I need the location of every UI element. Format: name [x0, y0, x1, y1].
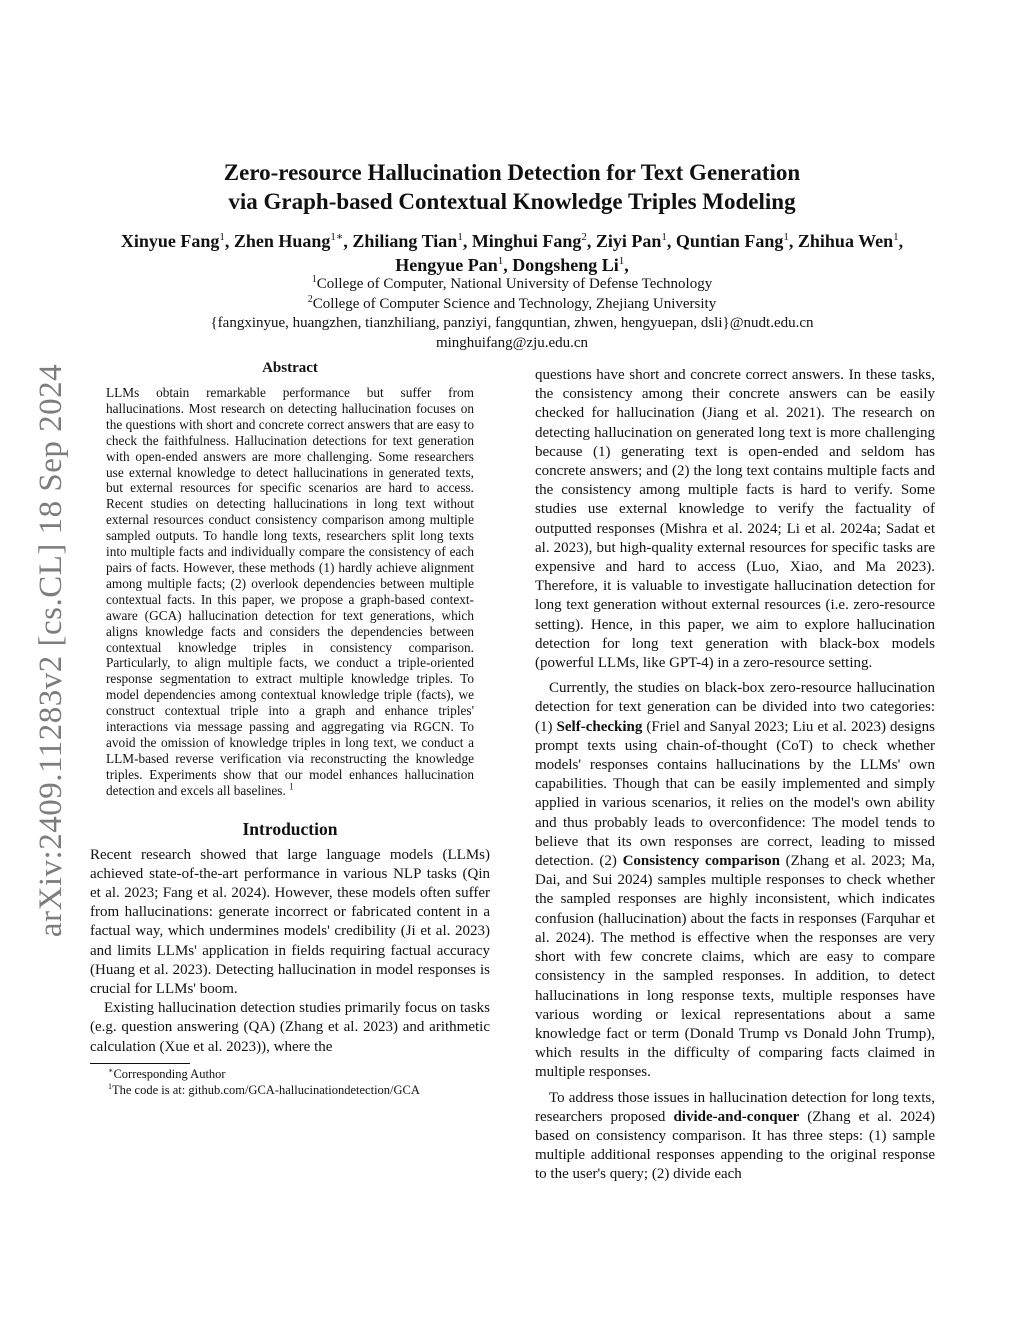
author-name: Xinyue Fang — [120, 231, 220, 251]
affiliation-text: College of Computer, National University of Defense Technology — [316, 276, 713, 292]
author-affil-mark: 2 — [581, 231, 587, 243]
author-name: , Minghui Fang — [462, 231, 582, 251]
arxiv-identifier: arXiv:2409.11283v2 [cs.CL] 18 Sep 2024 — [33, 363, 70, 937]
footnote-rule — [90, 1063, 190, 1064]
author-name: , Zhiliang Tian — [343, 231, 458, 251]
author-affil-mark: 1∗ — [330, 231, 344, 243]
intro-paragraph-2: Existing hallucination detection studies primarily focus on tasks (e.g. question answering (QA) (Zhang et al. 2023) and arithmetic calculation (Xue et al. 2023)), where the — [90, 1000, 490, 1055]
body-paragraph-continued: questions have short and concrete correct answers. In these tasks, the consistency among their concrete answers can be easily checked for hallucination (Jiang et al. 2021). The research on detecting hallucination on generated long text is more challenging because (1) generating text is open-ended and seldom has concrete answers; and (2) the long text contains multiple facts and the consistency among multiple facts is hard to verify. Some studies use external knowledge to verify the factuality of outputted responses (Mishra et al. 2024; Li et al. 2024a; Sadat et al. 2023), but high-quality external resources for specific tasks are expensive and hard to access (Luo, Xiao, and Ma 2023). Therefore, it is valuable to investigate hallucination detection for long text generation without external resources (i.e. zero-resource setting). Hence, in this paper, we aim to explore hallucination detection for long text generation with black-box models (powerful LLMs, like GPT-4) in a zero-resource setting. — [535, 367, 935, 672]
author-affil-mark: 1 — [661, 231, 667, 243]
author-affil-mark: 1 — [893, 231, 899, 243]
author-name: , Ziyi Pan — [586, 231, 662, 251]
title-line-2: via Graph-based Contextual Knowledge Triples Modeling — [228, 189, 796, 214]
email-nudt: {fangxinyue, huangzhen, tianzhiliang, panziyi, fangquntian, zhwen, hengyuepan, dsli}@nudt.edu.cn — [210, 315, 814, 331]
abstract-footnote-mark: 1 — [289, 781, 294, 792]
author-affil-mark: 1 — [618, 255, 625, 267]
body-paragraph-categories — [535, 679, 935, 1082]
affiliation-mark: 1 — [311, 274, 317, 285]
author-list — [90, 229, 934, 277]
author-affil-mark: 1 — [457, 231, 463, 243]
affiliation-1 — [90, 275, 934, 295]
author-name: , Hengyue Pan — [395, 231, 904, 275]
intro-paragraph-1: Recent research showed that large language models (LLMs) achieved state-of-the-art performance in various NLP tasks (Qin et al. 2023; Fang et al. 2024). However, these models often suffer from hallucinations: generate incorrect or fabricated content in a factual way, which undermines models' credibility (Ji et al. 2023) and limits LLMs' application in fields requiring factual accuracy (Huang et al. 2023). Detecting hallucination in model responses is crucial for LLMs' boom. — [90, 846, 490, 997]
text-run: Currently, the studies on black-box zero-resource hallucination detection for text generation can be divided into two categories: (1) — [535, 680, 935, 735]
text-run: (Zhang et al. 2024) based on consistency comparison. It has three steps: (1) sample multiple additional responses appending to the original response to the user's query; (2) divide each — [535, 1108, 935, 1183]
footnote-mark: ∗ — [108, 1065, 114, 1075]
email-zju: minghuifang@zju.edu.cn — [435, 334, 589, 351]
title-line-1: Zero-resource Hallucination Detection for Text Generation — [223, 160, 801, 185]
term-divide-and-conquer: divide-and-conquer — [673, 1108, 800, 1125]
paper-title — [90, 158, 934, 216]
author-name: , Zhihua Wen — [788, 231, 894, 251]
author-name: , Dongsheng Li — [503, 255, 619, 275]
abstract-text: LLMs obtain remarkable performance but suffer from hallucinations. Most research on detecting hallucination focuses on the questions with short and concrete correct answers that are easy to check the faithfulness. Hallucination detections for text generation with open-ended answers are more challenging. Some researchers use external knowledge to detect hallucinations in generated texts, but external resources for specific scenarios are hard to access. Recent studies on detecting hallucinations in long text without external resources conduct consistency comparison among multiple sampled outputs. To handle long texts, researchers split long texts into multiple facts and individually compare the consistency of each pairs of facts. However, these methods (1) hardly achieve alignment among multiple facts; (2) overlook dependencies between multiple contextual facts. In this paper, we propose a graph-based context-aware (GCA) hallucination detection for text generations, which aligns knowledge facts and considers the dependencies between contextual knowledge triples in consistency comparison. Particularly, to align multiple facts, we conduct a triple-oriented response segmentation to extract multiple knowledge triples. To model dependencies among contextual knowledge triple (facts), we construct contextual triple into a graph and enhance triples' interactions via message passing and aggregating via RGCN. To avoid the omission of knowledge triples in long text, we conduct a LLM-based reverse verification via reconstructing the knowledge triples. Experiments show that our model enhances hallucination detection and excels all baselines. — [106, 385, 474, 798]
author-name: , Quntian Fang — [666, 231, 784, 251]
author-name: , Zhen Huang — [224, 231, 331, 251]
left-column — [90, 360, 490, 1098]
body-paragraph-divide-conquer — [535, 1089, 935, 1185]
author-list-tail: , — [624, 255, 629, 275]
right-column — [535, 366, 935, 1185]
affiliation-mark: 2 — [307, 293, 313, 305]
author-affil-mark: 1 — [783, 231, 789, 243]
term-consistency-comparison: Consistency comparison — [622, 853, 780, 870]
introduction-heading: Introduction — [242, 818, 338, 839]
text-run: (Friel and Sanyal 2023; Liu et al. 2023) designs prompt texts using chain-of-thought (CoT) to check whether models' responses contains hallucinations by the LLMs' own capabilities. Though that can be easily implemented and simply applied in various scenarios, it relies on the model's own ability and thus probably leads to overconfidence: The model tends to believe that its own responses are correct, leading to missed detection. (2) — [535, 718, 935, 870]
affiliation-2 — [90, 295, 934, 315]
text-run: (Zhang et al. 2023; Ma, Dai, and Sui 2024) samples multiple responses to check whether the sampled responses are highly inconsistent, which indicates confusion (hallucination) about the facts in responses (Farquhar et al. 2024). The method is effective when the responses are very short with few concrete claims, which are easy to compare consistency in the sampled responses. In addition, to detect hallucinations in long response texts, multiple responses have various wording or lexical representations about a same knowledge fact or term (Donald Trump vs Donald John Trump), which results in the difficulty of comparing facts claimed in multiple responses. — [535, 853, 935, 1081]
abstract-body — [106, 385, 474, 799]
footnote-corresponding — [108, 1066, 490, 1082]
term-self-checking: Self-checking — [556, 718, 643, 735]
footnote-text: Corresponding Author — [113, 1066, 226, 1081]
author-affil-mark: 1 — [497, 255, 504, 267]
footnote-text: The code is at: github.com/GCA-hallucinationdetection/GCA — [112, 1082, 420, 1097]
author-affil-mark: 1 — [219, 231, 225, 243]
text-run: To address those issues in hallucination detection for long texts, researchers proposed — [535, 1089, 935, 1125]
footnote-mark: 1 — [108, 1081, 112, 1091]
footnotes — [90, 1066, 490, 1098]
affiliations — [90, 275, 934, 353]
affiliation-text: College of Computer Science and Technology, Zhejiang University — [312, 295, 717, 312]
abstract-heading: Abstract — [262, 360, 318, 376]
arxiv-side-stamp — [30, 355, 74, 945]
footnote-code — [108, 1082, 490, 1098]
